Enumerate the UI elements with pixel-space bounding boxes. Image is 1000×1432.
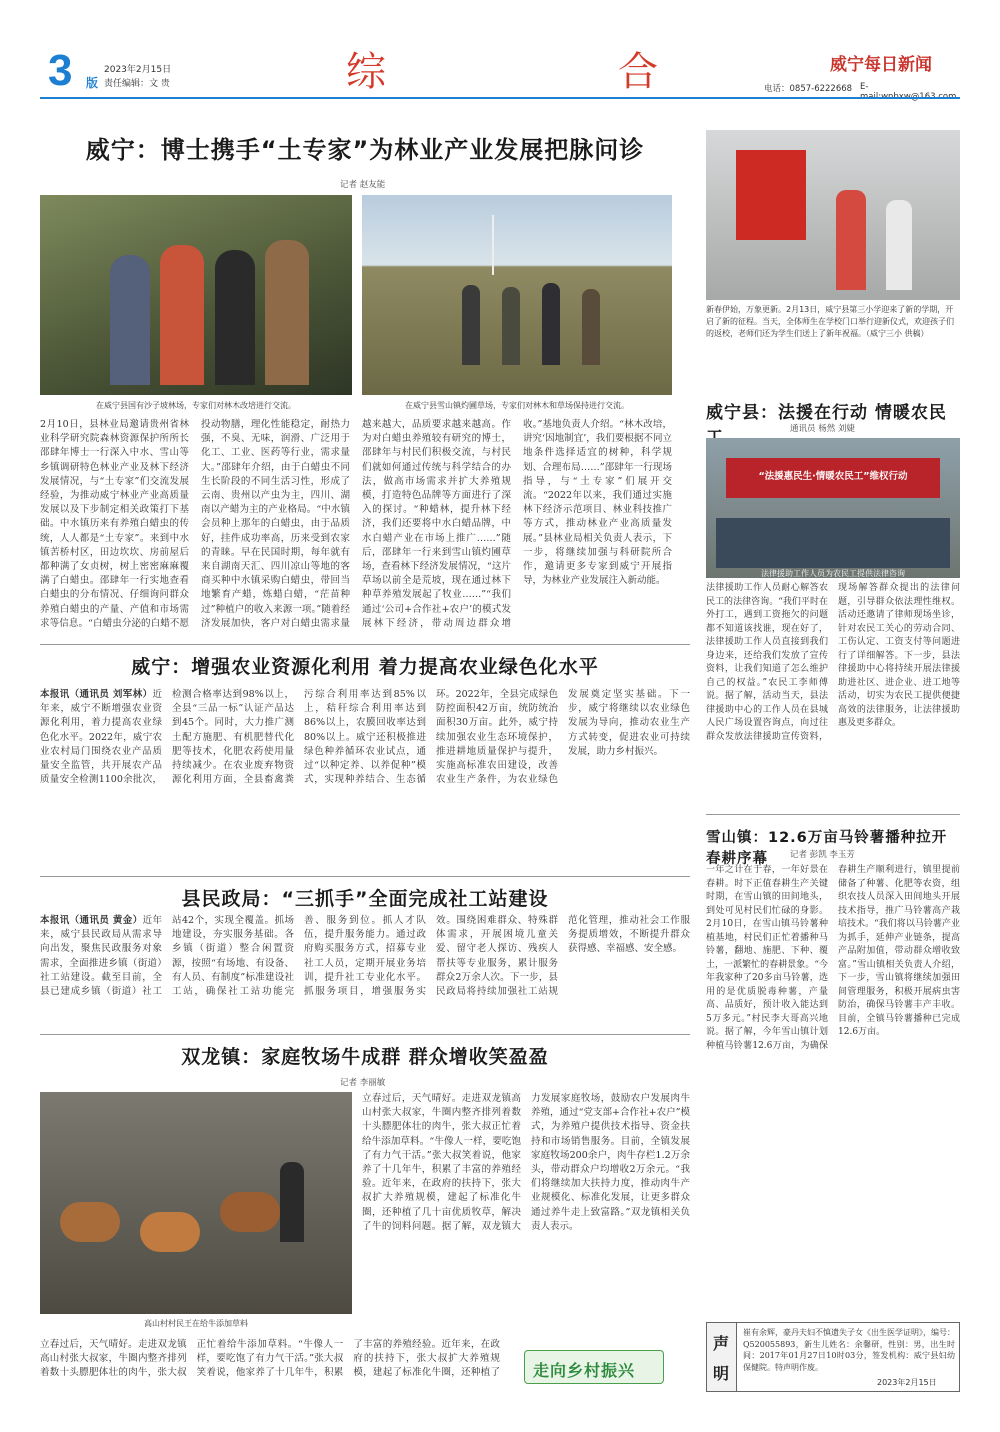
lead-a2: 本报讯（通讯员 刘军林） bbox=[40, 689, 153, 700]
contact-email: E-mail:wnbxw@163.com bbox=[860, 82, 957, 102]
divider-r2 bbox=[706, 814, 960, 815]
notice-label bbox=[707, 1323, 737, 1391]
photo-forest-experts bbox=[40, 195, 352, 395]
divider-a2 bbox=[40, 644, 690, 645]
logo-text: 走向乡村振兴 bbox=[533, 1361, 636, 1380]
paper-logo: 威宁每日新闻 bbox=[830, 55, 932, 75]
caption-a1-photo1: 在威宁县国有沙子坡林场，专家们对林木改培进行交流。 bbox=[96, 401, 296, 410]
byline-snow-mountain: 记者 彭凯 李玉芳 bbox=[790, 850, 855, 860]
body-a1: 2月10日，县林业局邀请贵州省林业科学研究院森林资源保护所所长邵肆年博士一行深入中水、雪山等乡镇调研特色林业产业及林下经济发展情况，与“土专家”们交流发展经验，为推动威宁林业产业高质量发展以及下步制定相关政策打下基础。中水镇历来有养殖白蜡虫的传统，人人都是“土专家”。来到中水镇苦桥村区，田边坎坎、房前屋后都种满了女贞树，树上密密麻麻覆满了白蜡虫。邵肆年一行实地查看白蜡虫的分布情况、仔细询问群众养殖白蜡虫的产量、产值和市场需求等信息。“白蜡虫分泌的白蜡不愿投动物膳，理化性能稳定，耐热力强，不臭、无味，润滑、广泛用于化工、工业、医药等行业，需求量大。”邵肆年介绍，由于白蜡虫不同生长阶段的不同生活习性，形成了云南、贵州以产虫为主，四川、湖南以产蜡为主的产业格局。“中水镇会员种上那年的白蜡虫，由于品质好，挂件成功率高，历来受到农家的青睐。早在民国时期，每年就有来自湖南天汇、四川凉山等地的客商买种中水镇采购白蜡虫，带回当地繁育产蜡，炼蜡白蜡，“茫苗种过”种植户的收入来源一项。”随着经济发展加快，客户对白蜡虫需求量越来越大，品质要求越来越高。作为对白蜡虫养殖较有研究的博士，邵肆年与村民们积极交流，与村民们就如何通过传统与科学结合的办法，做高市场需求并扩大养殖规模，打造特色品牌等方面进行了深入的探讨。“种蜡林，提升林下经济，我们还要将中水白蜡品牌，中水白蜡产业在市场上推广……”随后，邵肆年一行来到雪山镇灼圃草场，查看林下经济发展情况，“这片草场以前全是荒坡，现在通过林下种草养殖发展起了牧业……”“我们通过‘公司+合作社+农户’的模式发展林下经济，带动周边群众增收。”基地负责人介绍。“林木改培，讲究‘因地制宜’，我们要根据不同立地条件选择适宜的树种，科学规划、合理布局……”邵肆年一行现场指导，与“土专家”们展开交流。“2022年以来，我们通过实施林下经济示范项目、林业科技推广等方式，推动林业产业高质量发展。”县林业局相关负责人表示，下一步，将继续加强与科研院所合作，邀请更多专家到威宁开展指导，为林业产业发展注入新动能。 bbox=[40, 419, 672, 629]
notice-label-1: 声 bbox=[713, 1334, 730, 1353]
masthead bbox=[40, 38, 960, 102]
page-unit: 版 bbox=[86, 76, 99, 90]
body-a4: 立春过后，天气晴好。走进双龙镇高山村张大叔家，牛圈内整齐排列着数十头膘肥体壮的肉牛，张大叔正忙着给牛添加草料。“牛像人一样，要吃饱了有力气干活。”张大叔笑着说，他家养了十几年牛，积累了丰富的养殖经验。近年来，在政府的扶持下，张大叔扩大养殖规模，建起了标准化牛圈，还种植了几十亩优质牧草，解决了牛的饲料问题。据了解，双龙镇大力发展家庭牧场，鼓励农户发展肉牛养殖，通过“党支部+合作社+农户”模式，为养殖户提供技术指导、资金扶持和市场销售服务。目前，全镇发展家庭牧场200余户，肉牛存栏1.2万余头，带动群众户均增收2万余元。“我们将继续加大扶持力度，推动肉牛产业规模化、标准化发展，让更多群众通过养牛走上致富路。”双龙镇相关负责人表示。 bbox=[362, 1093, 690, 1232]
byline-a4: 记者 李丽敏 bbox=[340, 1078, 386, 1088]
caption-legal-aid: 法律援助工作人员为农民工提供法律咨询 bbox=[761, 569, 905, 578]
notice-body: 崔有余辉，豪丹夫妇不慎遗失子女《出生医学证明》，编号：Q520055893，新生儿姓名：余馨研，性别：男，出生时间：2017年01月27日10时03分，签发机构：威宁县妇幼保健院。特声明作废。 bbox=[743, 1328, 955, 1372]
headline-a3: 县民政局：“三抓手”全面完成社工站建设 bbox=[181, 888, 549, 910]
editor-credit: 责任编辑：文 贵 bbox=[104, 79, 170, 89]
body-snow-mountain: 一年之计在于春，一年好景在春耕。时下正值春耕生产关键时期，在雪山镇的田间地头，到处可见村民们忙碌的身影。2月10日，在雪山镇马铃薯种植基地，村民们正忙着播种马铃薯，翻地、施肥、下种、覆土，一派繁忙的春耕景象。“今年我家种了20多亩马铃薯，选用的是优质脱毒种薯，产量高、品质好，预计收入能达到5万多元。”村民李大哥高兴地说。据了解，今年雪山镇计划种植马铃薯12.6万亩，为确保春耕生产顺利进行，镇里提前储备了种薯、化肥等农资，组织农技人员深入田间地头开展技术指导，推广马铃薯高产栽培技术。“我们将以马铃薯产业为抓手，延伸产业链条，提高产品附加值，带动群众增收致富。”雪山镇相关负责人介绍，下一步，雪山镇将继续加强田间管理服务，积极开展病虫害防治，确保马铃薯丰产丰收。目前，全镇马铃薯播种已完成12.6万亩。 bbox=[706, 865, 960, 1051]
divider-a4 bbox=[40, 1034, 690, 1035]
caption-a1-photo2: 在威宁县雪山镇灼圃草场，专家们对林木和草场保持进行交流。 bbox=[405, 401, 629, 410]
section-title-left: 综 bbox=[346, 49, 386, 95]
body-a2 bbox=[40, 688, 690, 868]
body-a3 bbox=[40, 914, 690, 1030]
headline-a2: 威宁：增强农业资源化利用 着力提高农业绿色化水平 bbox=[131, 656, 599, 678]
text-a2: 近年来，威宁不断增强农业资源化利用，着力提高农业绿色化水平。2022年，威宁农业农村局门围绕农业产品质量安全监管，共开展农产品质量安全检测1100余批次，检测合格率达到98%以上，全县“三品一标”认证产品达到45个。同时，大力推广测土配方施肥、有机肥替代化肥等技术，化肥农药使用量持续减少。在农业废弃物资源化利用方面，全县畜禽粪污综合利用率达到85%以上，秸秆综合利用率达到86%以上，农膜回收率达到80%以上。威宁还积极推进绿色种养循环农业试点，通过“以种定养、以养促种”模式，实现种养结合、生态循环。2022年，全县完成绿色防控面积42万亩，统防统治面积30万亩。此外，威宁持续加强农业生态环境保护，推进耕地质量保护与提升，实施高标准农田建设，改善农业生产条件，为农业绿色发展奠定坚实基础。下一步，威宁将继续以农业绿色发展为导向，推动农业生产方式转变，促进农业可持续发展，助力乡村振兴。 bbox=[40, 689, 690, 786]
rural-revitalization-logo bbox=[524, 1350, 664, 1384]
caption-school: 新春伊始，万象更新。2月13日，威宁县第三小学迎来了新的学期，开启了新的征程。当天，全体师生在学校门口举行迎新仪式，欢迎孩子们的返校，老师们还为学生们送上了新年祝福。（威宁三小 供稿） bbox=[706, 305, 954, 338]
byline-a1: 记者 赵友能 bbox=[340, 180, 386, 190]
photo-cattle bbox=[40, 1092, 352, 1314]
divider-a3 bbox=[40, 876, 690, 877]
lead-a3: 本报讯（通讯员 黄金） bbox=[40, 915, 143, 926]
headline-snow-mountain: 雪山镇：12.6万亩马铃薯播种拉开春耕序幕 bbox=[706, 830, 948, 867]
contact-phone: 电话：0857-6222668 bbox=[764, 84, 853, 94]
notice-box bbox=[706, 1322, 960, 1392]
masthead-rule bbox=[40, 97, 960, 99]
notice-label-2: 明 bbox=[713, 1364, 730, 1383]
photo-legal-aid bbox=[706, 438, 960, 578]
headline-a4: 双龙镇：家庭牧场牛成群 群众增收笑盈盈 bbox=[181, 1046, 549, 1068]
headline-legal-aid: 威宁县：法援在行动 情暖农民 bbox=[706, 403, 947, 423]
body-legal-aid: 法律援助工作人员耐心解答农民工的法律咨询。“我们平时在外打工，遇到工资拖欠的问题都不知道该找谁，现在好了，法律援助工作人员直接到我们身边来，还给我们发放了宣传资料，让我们知道了怎么维护自己的权益。”农民工李师傅说。据了解，活动当天，县法律援助中心的工作人员在县城人民广场设置咨询点，向过往群众发放法律援助宣传资料，现场解答群众提出的法律问题，引导群众依法理性维权。活动还邀请了律师现场坐诊，针对农民工关心的劳动合同、工伤认定、工资支付等问题进行了详细解答。下一步，县法律援助中心将持续开展法律援助进社区、进企业、进工地等活动，切实为农民工提供便捷高效的法律服务，让法律援助惠及更多群众。 bbox=[706, 583, 960, 742]
page-number: 3 bbox=[48, 46, 73, 95]
photo-grassland-experts bbox=[362, 195, 672, 395]
section-title-right: 合 bbox=[618, 49, 658, 95]
body-a4-tail: 立春过后，天气晴好。走进双龙镇高山村张大叔家，牛圈内整齐排列着数十头膘肥体壮的肉牛，张大叔正忙着给牛添加草料。“牛像人一样，要吃饱了有力气干活。”张大叔笑着说，他家养了十几年牛，积累了丰富的养殖经验。近年来，在政府的扶持下，张大叔扩大养殖规模，建起了标准化牛圈，还种植了 bbox=[40, 1339, 500, 1379]
text-a3: 近年来，威宁县民政局从需求导向出发，聚焦民政服务对象需求，全面推进乡镇（街道）社工站建设。截至目前，全县已建成乡镇（街道）社工站42个，实现全覆盖。抓场地建设，夯实服务基础。各乡镇（街道）整合闲置资源，按照“有场地、有设备、有人员、有制度”标准建设社工站，确保社工站功能完善、服务到位。抓人才队伍，提升服务能力。通过政府购买服务方式，招募专业社工人员，定期开展业务培训，提升社工专业化水平。抓服务项目，增强服务实效。围绕困难群众、特殊群体需求，开展困境儿童关爱、留守老人探访、残疾人帮扶等专业服务，累计服务群众2万余人次。下一步，县民政局将持续加强社工站规范化管理，推动社会工作服务提质增效，不断提升群众获得感、幸福感、安全感。 bbox=[40, 915, 690, 998]
notice-date: 2023年2月15日 bbox=[877, 1378, 937, 1387]
byline-legal-aid: 通讯员 杨然 刘婕 bbox=[790, 424, 855, 434]
caption-cattle: 高山村村民王在给牛添加草料 bbox=[144, 1319, 248, 1328]
photo-school-flag bbox=[706, 130, 960, 300]
issue-date: 2023年2月15日 bbox=[104, 65, 172, 75]
headline-a1: 威宁：博士携手“土专家”为林业产业发展把脉问诊 bbox=[85, 136, 645, 164]
banner-text: “法援惠民生·情暖农民工”维权行动 bbox=[758, 471, 908, 482]
